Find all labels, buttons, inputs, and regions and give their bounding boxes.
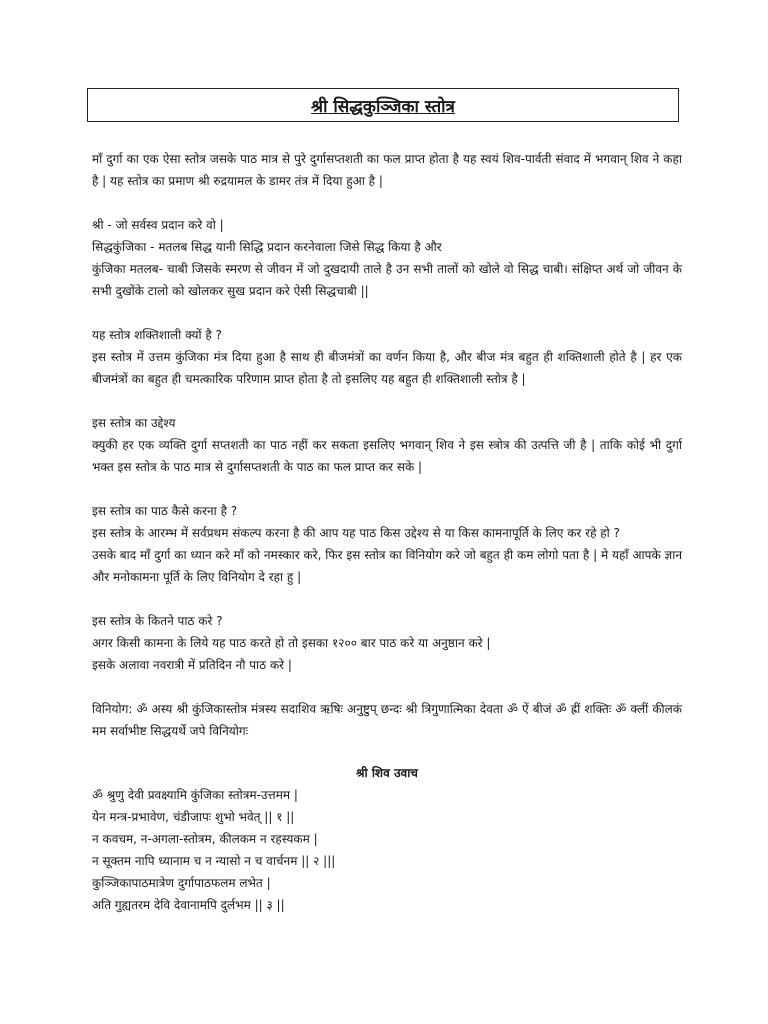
why-powerful-text: इस स्तोत्र में उत्तम कुंजिका मंत्र दिया हुआ है साथ ही बीजमंत्रों का वर्णन किया है, और बीज मंत्र बहुत ही शक्तिशाली होते है | हर एक बीजमंत्रों का बहुत ही चमत्कारिक परिणाम प्राप्त होता है तो इसलिए यह बहुत ही शक्तिशाली स्तोत्र है |: [92, 350, 682, 386]
how-many-heading: इस स्तोत्र के कितने पाठ करे ?: [92, 614, 223, 628]
document-body: [92, 148, 682, 916]
intro-paragraph: माँ दुर्गा का एक ऐसा स्तोत्र जसके पाठ मात्र से पुरे दुर्गासप्तशती का फल प्राप्त होता है यह स्वयं शिव-पार्वती संवाद में भगवान् शिव ने कहा है | यह स्तोत्र का प्रमाण श्री रुद्रयामल के डामर तंत्र में दिया हुआ है |: [92, 152, 682, 188]
shiva-uvacha-heading: श्री शिव उवाच: [356, 766, 418, 780]
meaning-line-kunjika: कुंजिका मतलब- चाबी जिसके स्मरण से जीवन में जो दुखदायी ताले है उन सभी तालों को खोले वो सिद्ध चाबी। संक्षिप्त अर्थ जो जीवन के सभी दुखोंके टालो को खोलकर सुख प्रदान करे ऐसी सिद्धचाबी ||: [92, 262, 682, 298]
meaning-line-siddhakunjika: सिद्धकुंजिका - मतलब सिद्ध यानी सिद्धि प्रदान करनेवाला जिसे सिद्ध किया है और: [92, 240, 442, 254]
verse-line: अति गुह्यतरम देवि देवानामपि दुर्लभम || ३ ||: [92, 898, 285, 912]
verse-line: न सूक्तम नापि ध्यानाम च न न्यासो न च वार्चनम || २ |||: [92, 854, 336, 868]
how-to-heading: इस स्तोत्र का पाठ कैसे करना है ?: [92, 504, 238, 518]
how-to-sankalp: इस स्तोत्र के आरम्भ में सर्वप्रथम संकल्प करना है की आप यह पाठ किस उद्देश्य से या किस कामनापूर्ति के लिए कर रहे हो ?: [92, 526, 620, 540]
verse-line: येन मन्त्र-प्रभावेण, चंडीजापः शुभो भवेत् || १ ||: [92, 810, 295, 824]
page-title: श्री सिद्धकुञ्जिका स्तोत्र: [311, 96, 455, 117]
how-to-dhyan: उसके बाद माँ दुर्गा का ध्यान करे माँ को नमस्कार करे, फिर इस स्तोत्र का विनियोग करे जो बहुत ही कम लोगो पता है | मे यहाँ आपके ज्ञान और मनोकामना पूर्ति के लिए विनियोग दे रहा हु |: [92, 548, 682, 584]
verse-line: न कवचम, न-अगला-स्तोत्रम, कीलकम न रहस्यकम |: [92, 832, 318, 846]
purpose-text: क्युकी हर एक व्यक्ति दुर्गा सप्तशती का पाठ नहीं कर सकता इसलिए भगवान् शिव ने इस स्त्रोत्र की उत्पत्ति जी है | ताकि कोई भी दुर्गा भक्त इस स्तोत्र के पाठ मात्र से दुर्गासप्तशती के पाठ का फल प्राप्त कर सके |: [92, 438, 682, 474]
meaning-line-shri: श्री - जो सर्वस्व प्रदान करे वो |: [92, 218, 224, 232]
viniyoga-text: विनियोग: ॐ अस्य श्री कुंजिकास्तोत्र मंत्रस्य सदाशिव ऋषिः अनुष्टुप् छन्दः श्री त्रिगुणात्मिका देवता ॐ ऐं बीजं ॐ ह्रीं शक्तिः ॐ क्लीं कीलकं मम सर्वाभीष्ट सिद्धयर्थे जपे विनियोगः: [92, 702, 682, 738]
why-powerful-heading: यह स्तोत्र शक्तिशाली क्यों है ?: [92, 328, 222, 342]
verse-line: कुञ्जिकापाठमात्रेण दुर्गापाठफलम लभेत |: [92, 876, 271, 890]
purpose-heading: इस स्तोत्र का उद्देश्य: [92, 416, 176, 430]
how-many-navratri: इसके अलावा नवरात्री में प्रतिदिन नौ पाठ करे |: [92, 658, 292, 672]
title-box: [87, 88, 679, 122]
verse-line: ॐ श्रुणु देवी प्रवक्ष्यामि कुंजिका स्तोत्रम-उत्तमम |: [92, 788, 298, 802]
how-many-1200: अगर किसी कामना के लिये यह पाठ करते हो तो इसका १२०० बार पाठ करे या अनुष्ठान करे |: [92, 636, 491, 650]
